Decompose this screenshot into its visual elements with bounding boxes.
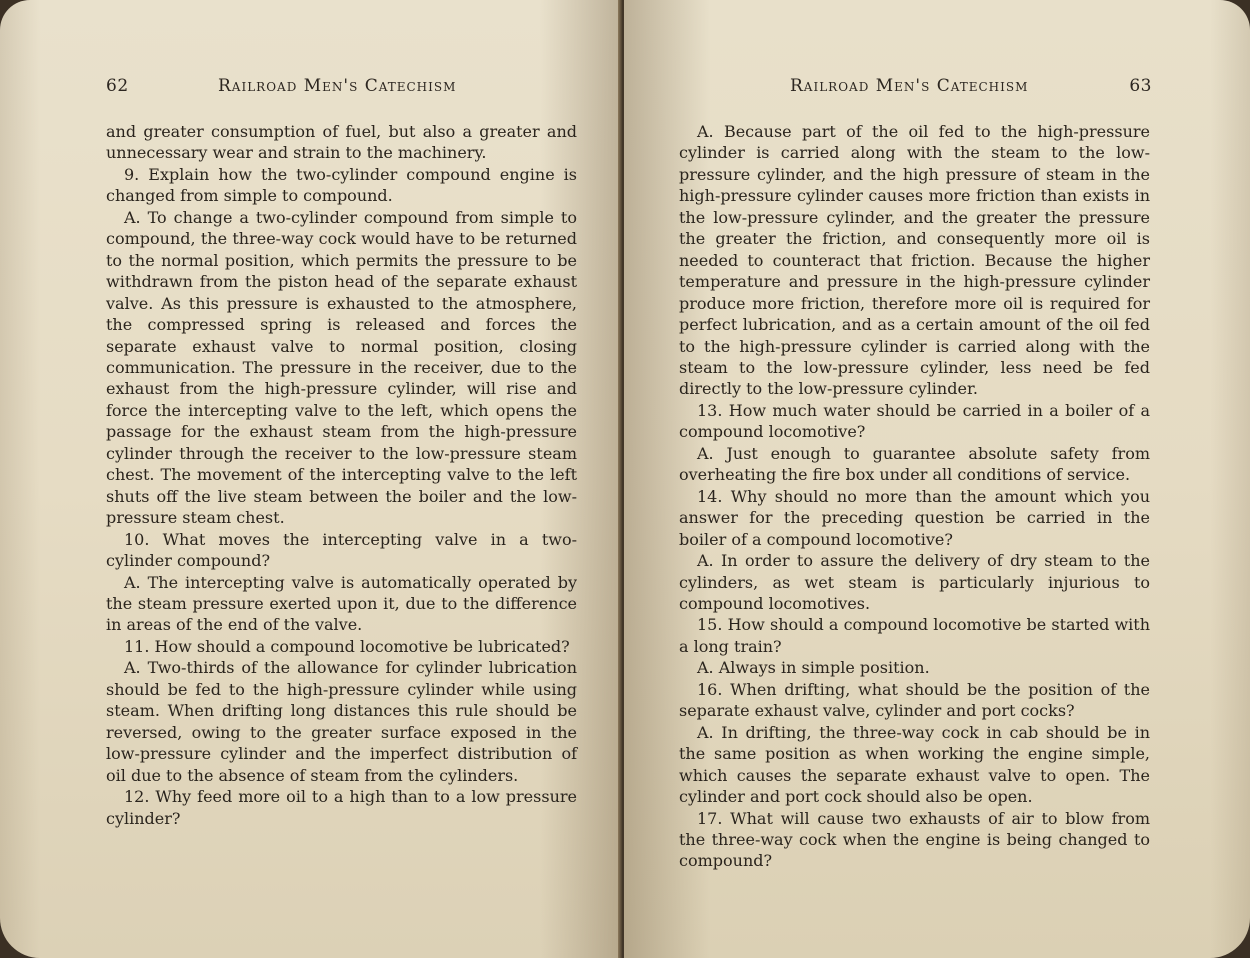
question: 13. How much water should be carried in a boiler of a compound locomotive? (679, 400, 1150, 442)
answer: A. To change a two-cylinder compound from simple to compound, the three-way cock would have to be returned to the normal position, which permits the pressure to be withdrawn from the piston head of the separate exhaust valve. As this pressure is exhausted to the atmosphere, the compressed spring is released and forces the separate exhaust valve to normal position, closing communication. The pressure in the receiver, due to the exhaust from the high-pressure cylinder, will rise and force the intercepting valve to the left, which opens the passage for the exhaust steam from the high-pressure cylinder through the receiver to the low-pressure steam chest. The movement of the intercepting valve to the left shuts off the live steam between the boiler and the low-pressure steam chest. (106, 207, 577, 528)
answer: A. Two-thirds of the allowance for cylinder lubrication should be fed to the high-pressure cylinder while using steam. When drifting long distances this rule should be reversed, owing to the greater surface exposed in the low-pressure cylinder and the imperfect distribution of oil due to the absence of steam from the cylinders. (106, 658, 577, 785)
answer: A. Because part of the oil fed to the high-pressure cylinder is carried along with the steam to the low-pressure cylinder, and the high pressure of steam in the high-pressure cylinder causes more friction than exists in the low-pressure cylinder, and the greater the pressure the greater the friction, and consequently more oil is needed to counteract that friction. Because the higher temperature and pressure in the high-pressure cylinder produce more friction, therefore more oil is required for perfect lubrication, and as a certain amount of the oil fed to the high-pressure cylinder is carried along with the steam to the low-pressure cylinder, less need be fed directly to the low-pressure cylinder. (679, 122, 1150, 399)
question: 9. Explain how the two-cylinder compound engine is changed from simple to compound. (106, 164, 577, 206)
running-title: Railroad Men's Catechism (790, 76, 1029, 96)
left-page-header (106, 76, 576, 100)
answer: A. Just enough to guarantee absolute safety from overheating the fire box under all conditions of service. (679, 443, 1150, 485)
left-page-text (106, 121, 577, 829)
answer: A. The intercepting valve is automatically operated by the steam pressure exerted upon it, due to the difference in areas of the end of the valve. (106, 572, 577, 635)
question: 15. How should a compound locomotive be started with a long train? (679, 615, 1150, 656)
answer: A. Always in simple position. (697, 658, 930, 678)
running-title: Railroad Men's Catechism (218, 76, 457, 96)
question: 10. What moves the intercepting valve in a two-cylinder compound? (106, 529, 577, 571)
question: 11. How should a compound locomotive be lubricated? (124, 636, 570, 656)
page-number: 63 (1129, 76, 1152, 96)
right-page-text (679, 121, 1150, 872)
question: 16. When drifting, what should be the position of the separate exhaust valve, cylinder and port cocks? (679, 679, 1150, 721)
question: 17. What will cause two exhausts of air to blow from the three-way cock when the engine is being changed to compound? (679, 808, 1150, 871)
right-page (624, 0, 1250, 958)
question: 12. Why feed more oil to a high than to a low pressure cylinder? (106, 787, 577, 828)
right-page-header (790, 76, 1152, 100)
answer: A. In order to assure the delivery of dry steam to the cylinders, as wet steam is particularly injurious to compound locomotives. (679, 551, 1150, 613)
page-number: 62 (106, 76, 129, 96)
question: 14. Why should no more than the amount which you answer for the preceding question be carried in the boiler of a compound locomotive? (679, 486, 1150, 549)
paragraph: and greater consumption of fuel, but also a greater and unnecessary wear and strain to the machinery. (106, 122, 577, 163)
left-page (0, 0, 622, 958)
answer: A. In drifting, the three-way cock in cab should be in the same position as when working the engine simple, which causes the separate exhaust valve to open. The cylinder and port cock should also be open. (679, 722, 1150, 807)
